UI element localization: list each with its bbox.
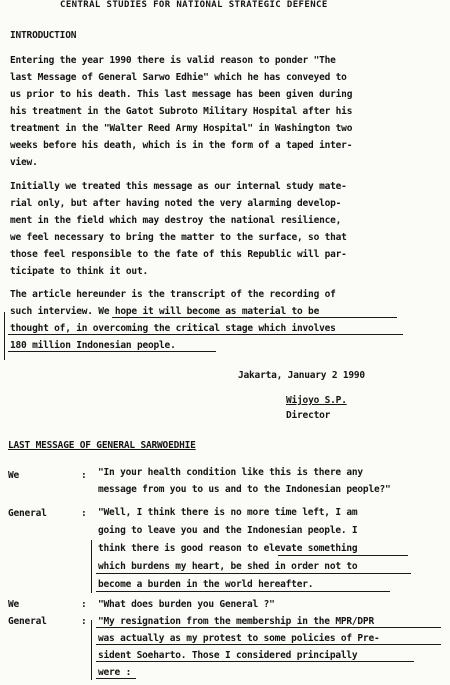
signature-role: Director — [286, 410, 331, 421]
hand-underline — [96, 644, 441, 645]
intro-p2-line: ticipate to think it out. — [10, 266, 148, 277]
speaker-label: We — [8, 599, 20, 610]
intro-p3-line: The article hereunder is the transcript of the recording of — [10, 289, 336, 300]
transcript-line: going to leave you and the Indonesian people. I — [98, 525, 358, 536]
hand-margin-bar — [4, 312, 5, 360]
hand-margin-bar — [91, 620, 92, 680]
hand-underline — [112, 317, 397, 318]
intro-p2-line: those feel responsible to the fate of this Republic will par- — [10, 249, 347, 260]
speaker-colon: : — [81, 599, 87, 610]
speaker-label: General — [8, 508, 47, 519]
intro-p1-line: his treatment in the Gatot Subroto Military Hospital after his — [10, 106, 353, 117]
intro-p1-line: last Message of General Sarwo Edhie" which he has conveyed to — [10, 72, 347, 83]
hand-underline — [96, 573, 411, 574]
hand-underline — [8, 334, 403, 335]
intro-p1-line: us prior to his death. This last message has been given during — [10, 89, 353, 100]
speaker-colon: : — [81, 470, 87, 481]
hand-underline — [8, 351, 216, 352]
transcript-line: "In your health condition like this is there any — [98, 467, 363, 478]
hand-underline — [96, 591, 390, 592]
intro-p1-line: Entering the year 1990 there is valid reason to ponder "The — [10, 55, 336, 66]
transcript-line: which burdens my heart, be shed in order not to — [98, 561, 358, 572]
intro-p3-line: thought of, in overcoming the critical stage which involves — [10, 323, 336, 334]
transcript-line: "My resignation from the membership in the MPR/DPR — [98, 616, 374, 627]
intro-p2-line: Initially we treated this message as our internal study mate- — [10, 181, 347, 192]
transcript-line: become a burden in the world hereafter. — [98, 579, 314, 590]
intro-p2-line: ment in the field which may destroy the national resilience, — [10, 215, 342, 226]
transcript-line: "What does burden you General ?" — [98, 599, 275, 610]
document-title: CENTRAL STUDIES FOR NATIONAL STRATEGIC DEFENCE — [60, 0, 328, 10]
transcript-line: message from you to us and to the Indonesian people?" — [98, 484, 391, 495]
intro-p3-line: 180 million Indonesian people. — [10, 340, 176, 351]
transcript-line: was actually as my protest to some policies of Pre- — [98, 633, 380, 644]
transcript-line: sident Soeharto. Those I considered principally — [98, 650, 358, 661]
transcript-line: think there is good reason to elevate something — [98, 543, 358, 554]
speaker-label: General — [8, 616, 47, 627]
hand-underline — [96, 627, 441, 628]
speaker-colon: : — [81, 616, 87, 627]
hand-underline — [96, 661, 414, 662]
intro-p1-line: treatment in the "Walter Reed Army Hospital" in Washington two — [10, 123, 353, 134]
hand-underline — [96, 678, 136, 679]
transcript-line: were : — [98, 667, 132, 678]
signature-place-date: Jakarta, January 2 1990 — [238, 370, 365, 381]
hand-margin-bar — [91, 540, 92, 593]
intro-p2-line: rial only, but after having noted the very alarming develop- — [10, 198, 342, 209]
intro-p1-line: view. — [10, 157, 38, 168]
intro-p2-line: we feel necessary to bring the matter to the surface, so that — [10, 232, 347, 243]
intro-heading: INTRODUCTION — [10, 30, 77, 41]
speaker-label: We — [8, 470, 20, 481]
speaker-colon: : — [81, 508, 87, 519]
signature-name: Wijoyo S.P. — [286, 395, 347, 406]
transcript-line: "Well, I think there is no more time left, I am — [98, 507, 358, 518]
intro-p3-line: such interview. We hope it will become as material to be — [10, 306, 320, 317]
hand-underline — [278, 555, 408, 556]
transcript-heading: LAST MESSAGE OF GENERAL SARWOEDHIE — [8, 440, 196, 451]
intro-p1-line: weeks before his death, which is in the form of a taped inter- — [10, 140, 353, 151]
